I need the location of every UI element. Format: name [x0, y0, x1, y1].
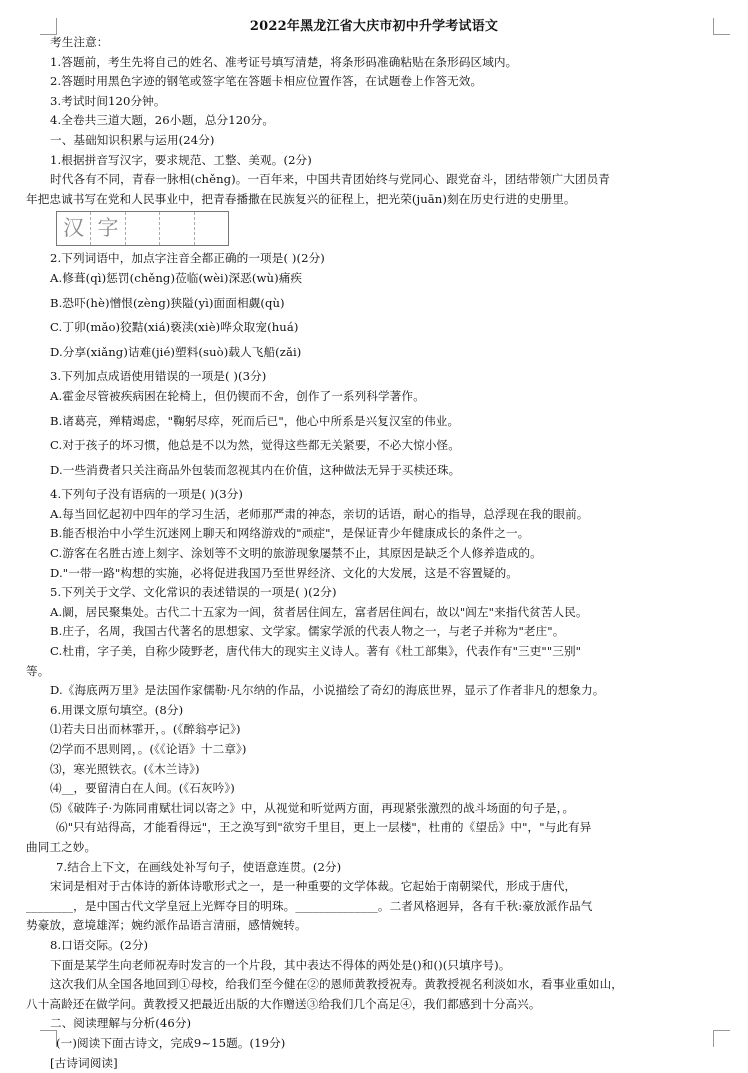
fill-blank-item-cont: 曲同工之妙。 [26, 838, 726, 858]
subsection-heading: (一)阅读下面古诗文，完成9~15题。(19分) [26, 1034, 726, 1054]
grid-cell[interactable] [195, 212, 228, 245]
question-8-prompt: 下面是某学生向老师祝寿时发言的一个片段，其中表达不得体的两处是()和()(只填序号)。 [26, 956, 726, 976]
option-c: C.游客在名胜古迹上刻字、涂划等不文明的旅游现象屡禁不止，其原因是缺乏个人修养造成的。 [26, 544, 726, 564]
fill-blank-item: ⑷__，要留清白在人间。(《石灰吟》) [26, 779, 726, 799]
option-a: A.每当回忆起初中四年的学习生活，老师那严肃的神态，亲切的话语，耐心的指导，总浮现在我的眼前。 [26, 505, 726, 525]
notice-heading: 考生注意： [26, 33, 726, 53]
option-c-cont: 等。 [26, 662, 726, 682]
option-b: B.能否根治中小学生沉迷网上聊天和网络游戏的"顽症"，是保证青少年健康成长的条件之一。 [26, 524, 726, 544]
option-a: A.阛，居民聚集处。古代二十五家为一闾，贫者居住闾左，富者居住闾右，故以"闾左"来指代贫苦人民。 [26, 603, 726, 623]
question-7-passage-cont: 势豪放，意境雄浑；婉约派作品语言清丽，感情婉转。 [26, 916, 726, 936]
grid-cell[interactable] [126, 212, 160, 245]
question-7: 7.结合上下文，在画线处补写句子，使语意连贯。(2分) [26, 858, 726, 878]
fill-blank-item: ⑶，寒光照铁衣。(《木兰诗》) [26, 760, 726, 780]
question-7-passage-cont: ________，是中国古代文学皇冠上光辉夺目的明珠。______________。二者风格迥异，各有千秋:豪放派作品气 [26, 897, 726, 917]
question-1-passage-cont: 年把忠诚书写在党和人民事业中，把青春播撒在民族复兴的征程上，把光荣(juān)刻在历史行进的史册里。 [26, 190, 726, 210]
option-a: A.修葺(qì)惩罚(chěng)莅临(wèi)深恶(wù)痛疾 [26, 269, 726, 289]
notice-item: 1.答题前，考生先将自己的姓名、准考证号填写清楚，将条形码准确粘贴在条形码区域内。 [26, 53, 726, 73]
document-title: 2022年黑龙江省大庆市初中升学考试语文 [0, 15, 748, 34]
option-d: D.《海底两万里》是法国作家儒勒·凡尔纳的作品，小说描绘了奇幻的海底世界，显示了作者非凡的想象力。 [26, 681, 726, 701]
hanzi-writing-grid[interactable] [56, 211, 229, 246]
section-heading: 二、阅读理解与分析(46分) [26, 1014, 726, 1034]
option-d: D.分享(xiǎng)诘难(jié)塑料(suò)载人飞船(zǎi) [26, 343, 726, 363]
question-1-passage: 时代各有不同，青春一脉相(chěng)。一百年来，中国共青团始终与党同心、跟党奋斗，团结带领广大团员青 [26, 170, 726, 190]
fill-blank-item: ⑹"只有站得高，才能看得远"，王之涣写到"欲穷千里目，更上一层楼"，杜甫的《望岳》中"，"与此有异 [26, 818, 726, 838]
notice-item: 3.考试时间120分钟。 [26, 92, 726, 112]
grid-cell[interactable]: 汉 [57, 212, 91, 245]
question-6: 6.用课文原句填空。(8分) [26, 701, 726, 721]
notice-item: 2.答题时用黑色字迹的钢笔或签字笔在答题卡相应位置作答，在试题卷上作答无效。 [26, 72, 726, 92]
option-c: C.对于孩子的坏习惯，他总是不以为然，觉得这些都无关紧要，不必大惊小怪。 [26, 436, 726, 456]
question-7-passage: 宋词是相对于古体诗的新体诗歌形式之一，是一种重要的文学体裁。它起始于南朝梁代，形成于唐代， [26, 877, 726, 897]
fill-blank-item: ⑵学而不思则罔，。(《《论语》十二章》) [26, 740, 726, 760]
question-5: 5.下列关于文学、文化常识的表述错误的一项是( )(2分) [26, 583, 726, 603]
option-d: D.一些消费者只关注商品外包装而忽视其内在价值，这种做法无异于买椟还珠。 [26, 461, 726, 481]
question-4: 4.下列句子没有语病的一项是( )(3分) [26, 485, 726, 505]
subsection-label: [古诗词阅读] [26, 1054, 726, 1073]
fill-blank-item: ⑴若夫日出而林霏开，。(《醉翁亭记》) [26, 720, 726, 740]
question-3: 3.下列加点成语使用错误的一项是( )(3分) [26, 367, 726, 387]
document-body [26, 33, 726, 1073]
question-8: 8.口语交际。(2分) [26, 936, 726, 956]
option-c: C.丁卯(mǎo)狡黠(xiá)亵渎(xiè)哗众取宠(huá) [26, 318, 726, 338]
question-8-passage-cont: 八十高龄还在做学问。黄教授又把最近出版的大作赠送③给我们几个高足④，我们都感到十分高兴。 [26, 995, 726, 1015]
option-a: A.霍金尽管被疾病困在轮椅上，但仍锲而不舍，创作了一系列科学著作。 [26, 387, 726, 407]
option-b: B.诸葛亮，殚精竭虑，"鞠躬尽瘁，死而后已"，他心中所系是兴复汉室的伟业。 [26, 412, 726, 432]
question-8-passage: 这次我们从全国各地回到①母校，给我们至今健在②的恩师黄教授祝寿。黄教授视名利淡如水，看事业重如山， [26, 975, 726, 995]
hanzi-grid-row [26, 209, 726, 249]
question-2: 2.下列词语中，加点字注音全都正确的一项是( )(2分) [26, 249, 726, 269]
question-1: 1.根据拼音写汉字，要求规范、工整、美观。(2分) [26, 151, 726, 171]
section-heading: 一、基础知识积累与运用(24分) [26, 131, 726, 151]
fill-blank-item: ⑸《破阵子·为陈同甫赋壮词以寄之》中，从视觉和听觉两方面，再现紧张激烈的战斗场面的句子是，。 [26, 799, 726, 819]
option-b: B.庄子，名周，我国古代著名的思想家、文学家。儒家学派的代表人物之一，与老子并称为"老庄"。 [26, 622, 726, 642]
notice-item: 4.全卷共三道大题，26小题，总分120分。 [26, 111, 726, 131]
option-c: C.杜甫，字子美，自称少陵野老，唐代伟大的现实主义诗人。著有《杜工部集》，代表作有"三吏""三别" [26, 642, 726, 662]
grid-cell[interactable] [160, 212, 194, 245]
option-d: D."一带一路"构想的实施，必将促进我国乃至世界经济、文化的大发展，这是不容置疑的。 [26, 564, 726, 584]
option-b: B.恐吓(hè)憎恨(zèng)狭隘(yì)面面相觑(qù) [26, 294, 726, 314]
grid-cell[interactable]: 字 [91, 212, 125, 245]
